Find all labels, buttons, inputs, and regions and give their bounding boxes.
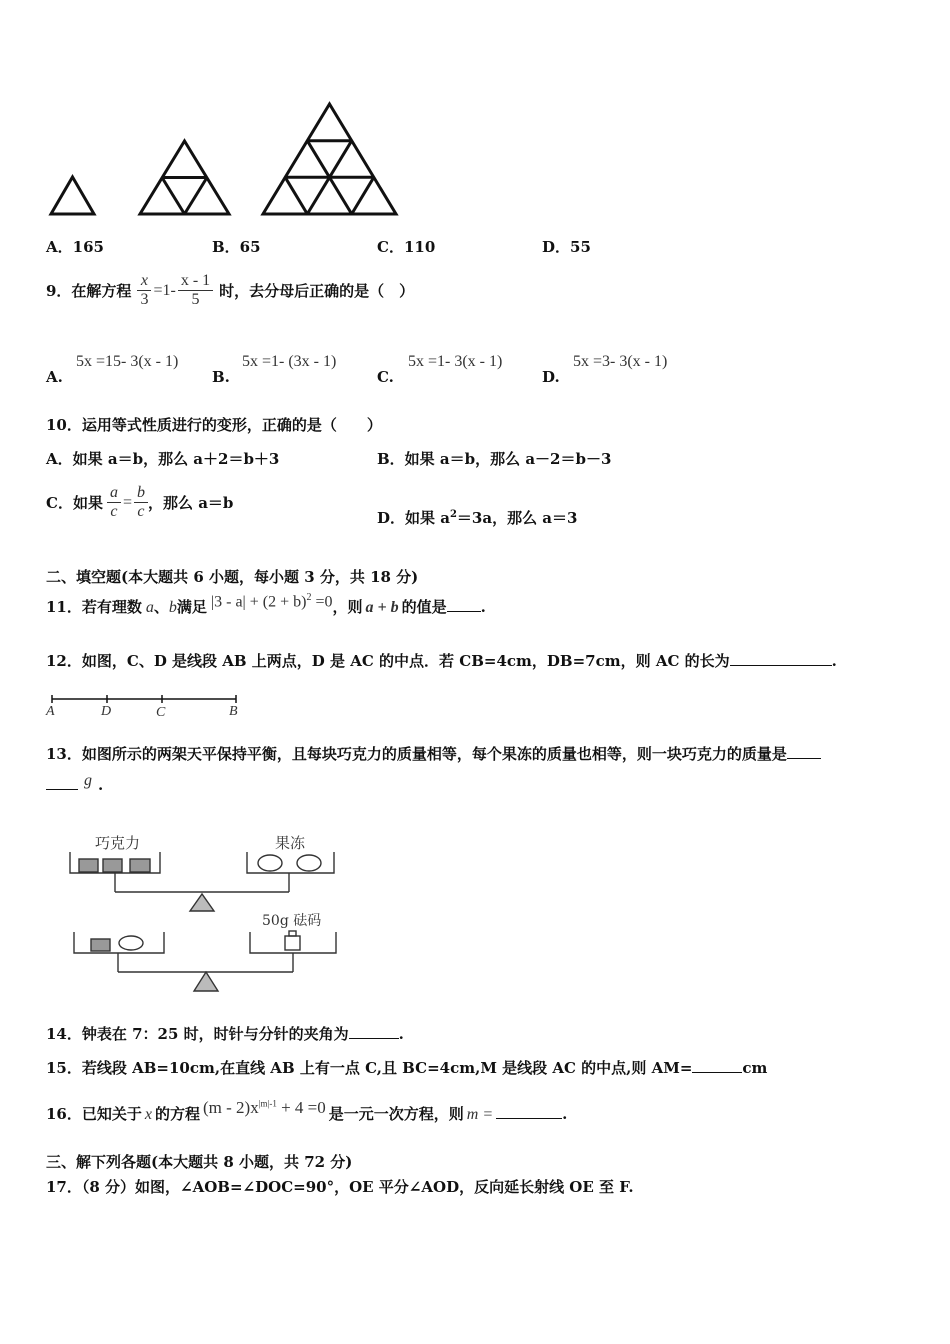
section-2-heading: 二、填空题(本大题共 6 小题，每小题 3 分，共 18 分) (46, 568, 419, 586)
triangle-pattern-figure (0, 0, 950, 230)
q9-option-b: 5x =1- (3x - 1) (242, 353, 337, 370)
q16-mid: 的方程 (154, 1105, 200, 1123)
q11-var-a: a (145, 599, 154, 616)
q13-label-chocolate: 巧克力 (95, 834, 141, 852)
q12-stem (46, 650, 837, 671)
q15-text: 15．若线段 AB=10cm,在直线 AB 上有一点 C,且 BC=4cm,M 是线段 AC 的中点,则 AM= (46, 1059, 693, 1077)
q10-eq: = (122, 493, 132, 511)
q11-expr-sup: 2 (306, 591, 312, 603)
triangle-fig-2 (140, 141, 229, 214)
q15-unit: cm (742, 1059, 768, 1077)
q9-suffix: 时，去分母后正确的是（ ） (219, 282, 415, 300)
q10-fa-den: c (110, 503, 118, 520)
q11-mid: 满足 (176, 598, 207, 616)
q15-answer-blank[interactable] (692, 1072, 742, 1073)
section-3-heading: 三、解下列各题(本大题共 8 小题，共 72 分) (46, 1153, 353, 1171)
q16-expr (203, 1098, 326, 1118)
q14-stem (46, 1023, 404, 1044)
q8-option-d: D．55 (542, 238, 591, 256)
q17-stem: 17．（8 分）如图，∠AOB=∠DOC=90°，OE 平分∠AOD，反向延长射线 OE 至 F. (46, 1178, 634, 1196)
q10-fraction-b (134, 484, 148, 521)
q9-label-c: C. (377, 368, 394, 386)
q10-option-a: A．如果 a＝b，那么 a＋2＝b＋3 (46, 450, 280, 468)
q9-prefix: 9．在解方程 (46, 282, 132, 300)
q9-label-d: D. (542, 368, 560, 386)
triangle-fig-3 (263, 104, 396, 214)
q13-end: . (98, 776, 104, 794)
q13-stem-line2 (46, 772, 104, 795)
q13-stem (46, 743, 821, 764)
q12-answer-blank[interactable] (730, 665, 832, 666)
q9-fraction-1 (137, 272, 151, 309)
q16-suffix: 是一元一次方程，则 (328, 1105, 464, 1123)
q9-option-d: 5x =3- 3(x - 1) (573, 353, 668, 370)
q11-end: . (480, 598, 486, 616)
q13-label-jelly: 果冻 (275, 834, 306, 852)
q12-point-d: D (101, 704, 112, 719)
q11-stem (46, 591, 486, 617)
q13-answer-blank-2[interactable] (46, 789, 78, 790)
q9-option-a: 5x =15- 3(x - 1) (76, 353, 179, 370)
q10-option-d (377, 507, 577, 528)
q12-point-a: A (46, 704, 55, 719)
q16-var: x (144, 1106, 152, 1123)
q10-option-c-suffix: ，那么 a＝b (147, 494, 234, 512)
q14-answer-blank[interactable] (349, 1038, 399, 1039)
q9-frac1-num: x (137, 272, 151, 291)
q16-stem (46, 1098, 568, 1124)
q9-frac2-den: 5 (191, 291, 200, 308)
q13-text: 13．如图所示的两架天平保持平衡，且每块巧克力的质量相等，每个果冻的质量也相等，则一块巧克力的质量是 (46, 745, 787, 763)
q11-var-b: b (168, 599, 177, 616)
q9-label-b: B. (212, 368, 230, 386)
q11-sep: 、 (153, 598, 169, 616)
q16-answer-blank[interactable] (496, 1118, 562, 1119)
q14-end: . (398, 1025, 404, 1043)
q9-option-c: 5x =1- 3(x - 1) (408, 353, 503, 370)
q9-frac2-num: x - 1 (178, 272, 213, 291)
q11-expr-tail: =0 (311, 593, 333, 610)
q12-point-c: C (156, 705, 166, 720)
q9-frac1-den: 3 (140, 291, 149, 308)
q16-expr-sup: |m|-1 (258, 1098, 277, 1109)
q9-stem (46, 272, 414, 309)
q16-prefix: 16．已知关于 (46, 1105, 142, 1123)
q11-prefix: 11．若有理数 (46, 598, 142, 616)
q15-stem (46, 1057, 767, 1078)
q10-option-c-prefix: C．如果 (46, 494, 103, 512)
q13-unit: g (84, 772, 92, 789)
q16-expr-tail: + 4 =0 (276, 1098, 326, 1117)
q12-end: . (831, 652, 837, 670)
q10-option-d-sup: 2 (449, 509, 457, 520)
q8-option-a: A．165 (46, 238, 104, 256)
q8-option-b: B．65 (212, 238, 261, 256)
q10-fb-den: c (137, 503, 145, 520)
q9-label-a: A. (46, 368, 63, 386)
q8-option-c: C．110 (377, 238, 436, 256)
q16-expr-body: (m - 2)x (203, 1098, 259, 1117)
q10-fraction-a (107, 484, 121, 521)
q10-option-d-prefix: D．如果 a (377, 509, 450, 527)
q12-point-b: B (229, 704, 238, 719)
q11-then: ，则 (332, 598, 363, 616)
q10-fa-num: a (107, 484, 121, 503)
q10-option-c (46, 484, 233, 521)
q10-fb-num: b (134, 484, 148, 503)
q11-ab: a + b (365, 599, 399, 616)
q11-expr (211, 592, 333, 611)
q13-answer-blank-1[interactable] (787, 758, 821, 759)
q11-answer-blank[interactable] (447, 611, 481, 612)
q11-expr-body: |3 - a| + (2 + b) (210, 593, 307, 610)
q13-label-weight: 50g 砝码 (262, 913, 322, 929)
q12-text: 12．如图，C、D 是线段 AB 上两点，D 是 AC 的中点．若 CB=4cm，DB=7cm，则 AC 的长为 (46, 652, 730, 670)
q10-option-d-suffix: ＝3a，那么 a＝3 (456, 509, 578, 527)
triangle-fig-1 (51, 177, 94, 214)
q14-text: 14．钟表在 7：25 时，时针与分针的夹角为 (46, 1025, 349, 1043)
q9-fraction-2 (178, 272, 213, 309)
q10-option-b: B．如果 a＝b，那么 a－2＝b－3 (377, 450, 612, 468)
q9-eq-mid: =1- (153, 281, 176, 299)
q16-end: . (562, 1105, 568, 1123)
q11-suffix: 的值是 (401, 598, 447, 616)
q16-m-eq: m = (466, 1106, 494, 1123)
q10-stem: 10．运用等式性质进行的变形，正确的是（ ） (46, 416, 382, 434)
